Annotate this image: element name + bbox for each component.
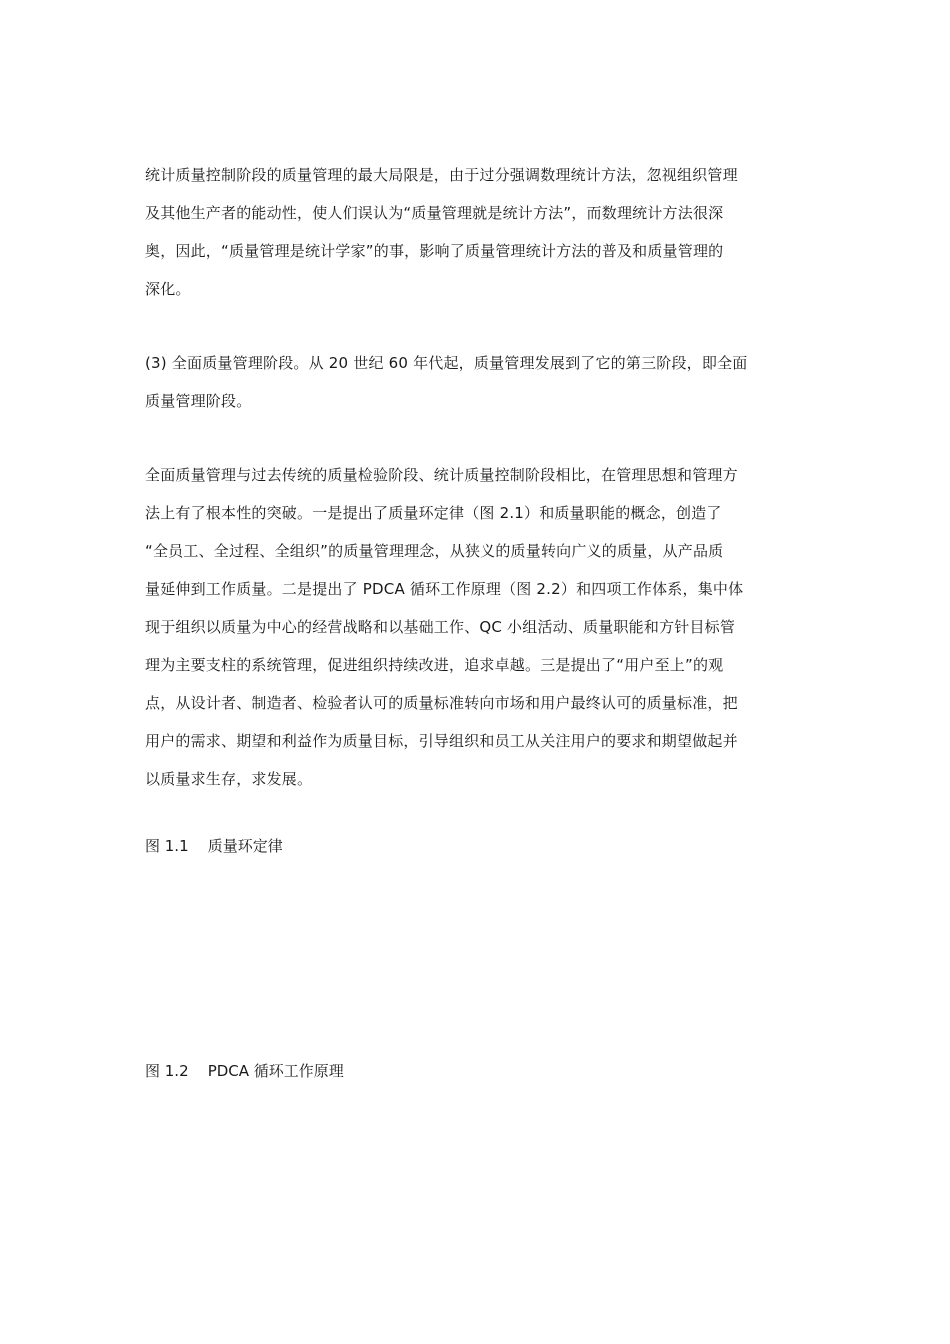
text-line: 点，从设计者、制造者、检验者认可的质量标准转向市场和用户最终认可的质量标准，把 bbox=[145, 694, 738, 712]
paragraph-tqm-breakthrough bbox=[145, 456, 810, 798]
text-line: 理为主要支柱的系统管理，促进组织持续改进，追求卓越。三是提出了“用户至上”的观 bbox=[145, 656, 724, 674]
text-line: 用户的需求、期望和利益作为质量目标，引导组织和员工从关注用户的要求和期望做起并 bbox=[145, 732, 738, 750]
text-line: “全员工、全过程、全组织”的质量管理理念，从狭义的质量转向广义的质量，从产品质 bbox=[145, 542, 724, 560]
text-line: 奥，因此，“质量管理是统计学家”的事，影响了质量管理统计方法的普及和质量管理的 bbox=[145, 242, 724, 260]
figure-caption-pdca-cycle: 图 1.2 PDCA 循环工作原理 bbox=[145, 1062, 344, 1080]
text-line: (3) 全面质量管理阶段。从 20 世纪 60 年代起，质量管理发展到了它的第三阶段，即全面 bbox=[145, 354, 748, 372]
text-line: 现于组织以质量为中心的经营战略和以基础工作、QC 小组活动、质量职能和方针目标管 bbox=[145, 618, 736, 636]
text-line: 法上有了根本性的突破。一是提出了质量环定律（图 2.1）和质量职能的概念，创造了 bbox=[145, 504, 722, 522]
text-line: 以质量求生存，求发展。 bbox=[145, 770, 313, 788]
text-line: 统计质量控制阶段的质量管理的最大局限是，由于过分强调数理统计方法，忽视组织管理 bbox=[145, 166, 738, 184]
text-line: 量延伸到工作质量。二是提出了 PDCA 循环工作原理（图 2.2）和四项工作体系，集中体 bbox=[145, 580, 744, 598]
text-line: 质量管理阶段。 bbox=[145, 392, 252, 410]
paragraph-tqm-stage bbox=[145, 344, 810, 420]
text-line: 全面质量管理与过去传统的质量检验阶段、统计质量控制阶段相比，在管理思想和管理方 bbox=[145, 466, 738, 484]
figure-caption-quality-loop: 图 1.1 质量环定律 bbox=[145, 837, 283, 855]
paragraph-statistical-limits bbox=[145, 156, 810, 308]
text-line: 及其他生产者的能动性，使人们误认为“质量管理就是统计方法”，而数理统计方法很深 bbox=[145, 204, 724, 222]
text-line: 深化。 bbox=[145, 280, 191, 298]
